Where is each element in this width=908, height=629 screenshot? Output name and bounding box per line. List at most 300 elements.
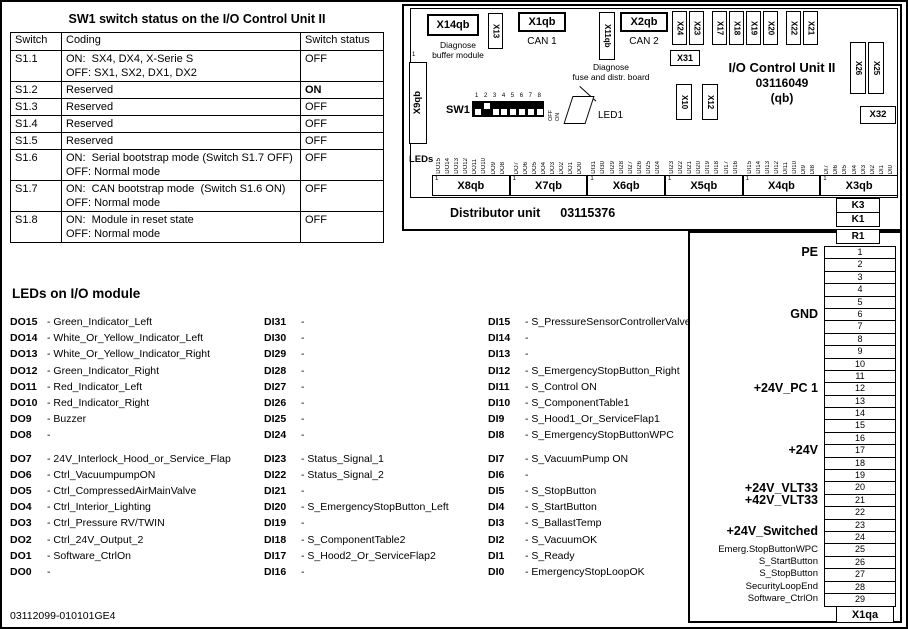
coding-line: OFF: Normal mode	[66, 228, 161, 240]
led-label-do12: DO12	[463, 158, 470, 174]
terminal-13: 13	[825, 396, 895, 408]
dip-switch-5	[510, 109, 516, 115]
x8qb-label: X8qb	[457, 179, 485, 192]
led-item-id: DI1	[488, 549, 505, 562]
terminal-15: 15	[825, 420, 895, 432]
led-item-label: -	[301, 517, 305, 530]
led-group	[488, 314, 902, 444]
diagnose-fuse-line1: Diagnose	[593, 62, 629, 72]
sw1-switch-id: S1.4	[11, 116, 62, 133]
terminal-17: 17	[825, 445, 895, 457]
led-item-id: DI11	[488, 380, 510, 393]
led-label-do1: DO1	[568, 161, 575, 174]
sw1-table-row	[11, 181, 384, 212]
terminal-label--24v-switched: +24V_Switched	[726, 524, 818, 538]
led-item-do11	[10, 379, 264, 395]
connector-x6qb	[587, 175, 665, 196]
connector-x32	[860, 106, 896, 124]
led-label-di19: DI19	[705, 161, 712, 174]
led-label-di4: DI4	[851, 164, 858, 174]
led-item-label: -	[301, 316, 305, 328]
terminal-28: 28	[825, 582, 895, 594]
dip-position-numbers	[472, 93, 544, 99]
sw1-table-row	[11, 133, 384, 150]
connector-x23	[689, 11, 704, 45]
terminal-23: 23	[825, 520, 895, 532]
led-item-label: - S_VacuumOK	[525, 533, 598, 546]
k1-label: K1	[851, 214, 865, 225]
sw1-label: SW1	[446, 104, 470, 116]
led-strip	[432, 130, 898, 196]
sw1-status: OFF	[301, 150, 384, 181]
led-item-id: DI25	[264, 413, 287, 426]
terminal-22: 22	[825, 507, 895, 519]
terminal-label--42v-vlt33: +42V_VLT33	[744, 493, 818, 507]
terminal-24: 24	[825, 532, 895, 544]
led-item-id: DI24	[264, 429, 287, 442]
sw1-switch-id: S1.6	[11, 150, 62, 181]
led-item-label: - Ctrl_VacuumpumpON	[47, 468, 156, 481]
diagnose-fuse-line2: fuse and distr. board	[572, 72, 650, 82]
led-item-id: DI4	[488, 501, 505, 514]
diagnose-fuse-note	[552, 62, 670, 82]
led-item-label: - 24V_Interlock_Hood_or_Service_Flap	[47, 452, 231, 465]
led-item-id: DI16	[264, 566, 287, 579]
led-label-do0: DO0	[577, 161, 584, 174]
led-item-id: DO6	[10, 468, 32, 481]
led-label-di8: DI8	[810, 164, 817, 174]
led-label-di6: DI6	[833, 164, 840, 174]
sw1-table-row	[11, 82, 384, 99]
led-item-do15	[10, 314, 264, 330]
led-label-do7: DO7	[513, 161, 520, 174]
led-item-label: -	[47, 429, 51, 442]
terminal-label-s-startbutton: S_StartButton	[758, 556, 818, 567]
terminal-label-s-stopbutton: S_StopButton	[759, 568, 818, 580]
terminal-6: 6	[825, 309, 895, 321]
led-item-id: DI29	[264, 348, 287, 361]
led-item-id: DI5	[488, 485, 505, 498]
coding-line: Reserved	[66, 101, 114, 113]
pin1-marker: 1	[435, 176, 439, 182]
led-item-id: DI15	[488, 316, 511, 328]
resistor-r1	[836, 229, 880, 244]
unit-title	[714, 60, 850, 106]
led-group	[264, 451, 488, 581]
led-item-id: DO7	[10, 452, 32, 465]
led-label-di30: DI30	[600, 161, 607, 174]
led-item-di1	[488, 548, 902, 564]
sw1-coding	[62, 150, 301, 181]
unit-title-suffix: (qb)	[770, 91, 794, 105]
led-item-id: DI0	[488, 566, 505, 579]
coding-line: Reserved	[66, 118, 114, 130]
led-label-di0: DI0	[887, 164, 894, 174]
led-item-do6	[10, 467, 264, 483]
led-label-di28: DI28	[618, 161, 625, 174]
sw1-coding	[62, 51, 301, 82]
connector-x7qb	[510, 175, 588, 196]
led-item-di26	[264, 395, 488, 411]
x32-label: X32	[869, 109, 887, 121]
connector-x14qb	[427, 14, 479, 36]
sw1-coding	[62, 212, 301, 243]
led-item-label: - Green_Indicator_Left	[47, 316, 153, 328]
led-item-id: DI6	[488, 468, 505, 481]
led-item-label: -	[301, 397, 305, 410]
x25-label: X25	[872, 60, 881, 76]
led-item-label: - Ctrl_24V_Output_2	[47, 533, 144, 546]
dip-off-label: OFF	[548, 110, 554, 121]
led-item-id: DI27	[264, 380, 287, 393]
led-item-id: DI22	[264, 468, 287, 481]
led-item-di31	[264, 314, 488, 330]
dip-onoff-labels	[548, 97, 561, 121]
led-label-do11: DO11	[472, 158, 479, 174]
led-item-di7	[488, 451, 902, 467]
led-item-do14	[10, 330, 264, 346]
connector-x24	[672, 11, 687, 45]
diagnose-buffer-note	[422, 40, 494, 60]
coding-line: Reserved	[66, 135, 114, 147]
led-item-label: - S_VacuumPump ON	[525, 452, 629, 465]
dip-switch-6	[519, 109, 525, 115]
led-label-di1: DI1	[878, 164, 885, 174]
connector-x8qb	[432, 175, 510, 196]
led-item-label: - Green_Indicator_Right	[47, 364, 160, 377]
x31-label: X31	[676, 52, 693, 63]
led-item-label: -	[525, 332, 529, 345]
dip-number: 1	[475, 93, 479, 99]
led-label-di7: DI7	[824, 164, 831, 174]
led-group	[10, 451, 264, 581]
sw1-status: OFF	[301, 116, 384, 133]
terminal-9: 9	[825, 346, 895, 358]
terminal-4: 4	[825, 284, 895, 296]
dip-number: 5	[510, 93, 515, 99]
unit-title-number: 03116049	[755, 76, 809, 90]
terminal-label-software-ctrlon: Software_CtrlOn	[747, 593, 818, 605]
led1-label: LED1	[598, 110, 624, 121]
led-item-do7	[10, 451, 264, 467]
led-item-id: DO9	[10, 413, 32, 426]
led-group	[488, 451, 902, 581]
led-label-do8: DO8	[499, 161, 506, 174]
terminal-label--24v-pc-1: +24V_PC 1	[753, 381, 818, 396]
pin1-marker: 1	[590, 176, 594, 182]
connector-x21	[803, 11, 818, 45]
led-item-do9	[10, 411, 264, 427]
leds-row-label: LEDs	[409, 154, 434, 165]
x26-label: X26	[854, 60, 863, 76]
connector-x12	[702, 84, 718, 120]
dip-switch-8	[537, 109, 543, 115]
terminal-label-gnd: GND	[790, 307, 818, 321]
led-item-id: DI28	[264, 364, 287, 377]
dip-switch-3	[493, 109, 499, 115]
terminal-5: 5	[825, 297, 895, 309]
led-label-di22: DI22	[678, 161, 685, 174]
led-item-id: DO10	[10, 397, 38, 410]
led-item-id: DI7	[488, 452, 505, 465]
sw1-table	[10, 32, 384, 243]
x19-label: X19	[749, 20, 759, 36]
led-item-id: DO14	[10, 332, 38, 345]
terminal-12: 12	[825, 383, 895, 395]
led-item-id: DO5	[10, 485, 32, 498]
led-item-label: - Software_CtrlOn	[47, 549, 132, 562]
led-item-label: - S_Ready	[525, 549, 575, 562]
sw1-table-row	[11, 212, 384, 243]
coding-line: OFF: Normal mode	[66, 197, 161, 209]
led-item-label: - Ctrl_Interior_Lighting	[47, 501, 151, 514]
connector-x17	[712, 11, 727, 45]
terminal-10: 10	[825, 359, 895, 371]
sw1-coding	[62, 99, 301, 116]
dip-number: 6	[519, 93, 524, 99]
led-item-id: DI2	[488, 533, 505, 546]
led-label-di23: DI23	[668, 161, 675, 174]
led-strip-group	[820, 130, 898, 196]
terminal-19: 19	[825, 470, 895, 482]
led-item-do1	[10, 548, 264, 564]
led-strip-labels	[587, 130, 665, 175]
led-column-2	[264, 314, 488, 580]
dip-number: 8	[537, 93, 541, 99]
dip-switch-block	[472, 101, 544, 117]
sw1-switch-id: S1.1	[11, 51, 62, 82]
led-label-di14: DI14	[755, 161, 762, 174]
led-item-id: DI17	[264, 549, 287, 562]
can2-note: CAN 2	[629, 36, 659, 47]
terminal-label-pe: PE	[801, 245, 818, 259]
sw1-status: ON	[301, 82, 384, 99]
x11qb-label: X11qb	[603, 24, 612, 48]
led-item-id: DI30	[264, 332, 287, 345]
led-item-label: - Status_Signal_2	[301, 468, 384, 481]
led-label-di16: DI16	[732, 161, 739, 174]
led-item-di25	[264, 411, 488, 427]
led-item-label: - White_Or_Yellow_Indicator_Right	[47, 348, 211, 361]
led-item-id: DO15	[10, 316, 38, 328]
led-item-id: DI21	[264, 485, 287, 498]
terminal-2: 2	[825, 259, 895, 271]
sw1-header-row	[11, 33, 384, 51]
x14qb-label: X14qb	[436, 19, 470, 31]
led-label-di21: DI21	[687, 161, 694, 174]
led-item-di17	[264, 548, 488, 564]
led-item-label: -	[301, 485, 305, 498]
led-item-label: -	[301, 429, 305, 442]
terminal-14: 14	[825, 408, 895, 420]
pin1-marker: 1	[667, 176, 672, 182]
led-item-id: DI26	[264, 397, 287, 410]
led-item-id: DO1	[10, 549, 32, 562]
led-strip-labels	[820, 130, 898, 175]
coding-line: ON: CAN bootstrap mode (Switch S1.6 ON)	[66, 183, 286, 195]
led-item-id: DI23	[264, 452, 287, 465]
led-label-do14: DO14	[445, 158, 452, 174]
terminal-20: 20	[825, 482, 895, 494]
led-label-do15: DO15	[436, 158, 442, 174]
distributor-label	[450, 206, 615, 220]
led-strip-group	[587, 130, 665, 196]
sw1-status: OFF	[301, 51, 384, 82]
led-strip-group	[743, 130, 821, 196]
led-item-di15	[488, 314, 902, 330]
terminal-29: 29	[825, 594, 895, 606]
terminal-label-securityloopend: SecurityLoopEnd	[745, 580, 818, 592]
sw1-status: OFF	[301, 212, 384, 243]
led-item-label: - S_EmergencyStopButtonWPC	[525, 429, 674, 442]
sw1-switch-id: S1.8	[11, 212, 62, 243]
led-item-label: - S_Hood2_Or_ServiceFlap2	[301, 549, 436, 562]
led-label-di17: DI17	[723, 161, 730, 174]
connector-x25	[868, 42, 884, 94]
diagnose-buffer-line2: buffer module	[432, 50, 484, 60]
terminal-label-emerg-stopbuttonwpc: Emerg.StopButtonWPC	[718, 543, 818, 555]
sw1-status: OFF	[301, 181, 384, 212]
led-item-di9	[488, 411, 902, 427]
led-strip-labels	[665, 130, 743, 175]
led-label-do6: DO6	[522, 161, 529, 174]
x20-label: X20	[766, 20, 776, 36]
x21-label: X21	[806, 20, 816, 36]
sw1-switch-id: S1.7	[11, 181, 62, 212]
led-label-do9: DO9	[490, 161, 497, 174]
led-label-di31: DI31	[591, 161, 598, 174]
led-item-do3	[10, 515, 264, 531]
led-item-id: DI12	[488, 364, 511, 377]
x5qb-label: X5qb	[690, 179, 718, 192]
led-label-di29: DI29	[609, 161, 616, 174]
led-item-di5	[488, 480, 902, 499]
dip-switch-1	[475, 109, 481, 115]
sw1-switch-id: S1.3	[11, 99, 62, 116]
r1-label: R1	[851, 231, 865, 242]
led-strip-group	[432, 130, 510, 196]
led-label-di13: DI13	[764, 161, 771, 174]
led-item-di22	[264, 467, 488, 483]
led-label-di12: DI12	[773, 161, 780, 174]
x4qb-label: X4qb	[768, 179, 795, 192]
x1qb-label: X1qb	[528, 16, 556, 28]
connector-x20	[763, 11, 778, 45]
led-strip-labels	[743, 130, 821, 175]
led-column-1	[10, 314, 264, 580]
led-item-label: - Status_Signal_1	[301, 452, 384, 465]
dip-switch-4	[501, 109, 507, 115]
led-item-id: DI8	[488, 429, 505, 442]
sw1-coding	[62, 116, 301, 133]
led-item-label: - Red_Indicator_Right	[47, 397, 150, 410]
led-item-do5	[10, 483, 264, 499]
led-item-do8	[10, 427, 264, 443]
relay-k3	[836, 198, 880, 213]
led-item-id: DO3	[10, 517, 32, 530]
led-item-label: -	[525, 348, 529, 361]
connector-x4qb	[743, 175, 821, 196]
dip-on-label: ON	[555, 112, 561, 121]
x13-label: X13	[491, 23, 501, 39]
led-item-label: - S_Control ON	[525, 380, 597, 393]
led-item-label: -	[47, 566, 51, 579]
led-label-do2: DO2	[559, 161, 566, 174]
led-label-di2: DI2	[869, 164, 876, 174]
dip-switch-2	[484, 103, 490, 109]
coding-line: Reserved	[66, 84, 114, 96]
led-item-label: - EmergencyStopLoopOK	[525, 566, 645, 579]
led-item-id: DO0	[10, 566, 32, 579]
led-label-di3: DI3	[860, 164, 867, 174]
led-item-id: DI9	[488, 413, 505, 426]
connector-x22	[786, 11, 801, 45]
led-group	[264, 314, 488, 444]
led-item-label: - S_StopButton	[525, 485, 597, 498]
dip-number: 7	[528, 93, 532, 99]
led-item-label: -	[301, 332, 305, 345]
diagnose-buffer-line1: Diagnose	[440, 40, 476, 50]
led-item-label: -	[525, 468, 529, 481]
led-item-di10	[488, 395, 902, 411]
led-label-do13: DO13	[454, 158, 461, 174]
can1-note: CAN 1	[527, 36, 557, 47]
connector-x1qa	[836, 606, 894, 623]
coding-line: OFF: Normal mode	[66, 166, 161, 178]
pin1-marker: 1	[823, 176, 827, 182]
dip-number: 4	[501, 93, 506, 99]
led-item-do12	[10, 363, 264, 379]
x7qb-label: X7qb	[535, 179, 562, 192]
led-item-di11	[488, 379, 902, 395]
led-item-di3	[488, 515, 902, 531]
coding-line: ON: Module in reset state	[66, 214, 194, 226]
top-small-connectors	[672, 11, 820, 45]
unit-title-line1: I/O Control Unit II	[728, 60, 836, 75]
led-item-label: -	[301, 413, 305, 426]
led-label-di25: DI25	[645, 161, 652, 174]
x6qb-label: X6qb	[612, 179, 640, 192]
led-item-label: - Buzzer	[47, 413, 87, 426]
led-item-id: DI3	[488, 517, 505, 530]
led-item-label: - S_Hood1_Or_ServiceFlap1	[525, 413, 660, 426]
terminal-label--24v-vlt33: +24V_VLT33	[744, 480, 818, 495]
led-item-di2	[488, 532, 902, 548]
terminal-27: 27	[825, 569, 895, 581]
led-item-label: - S_EmergencyStopButton_Left	[301, 501, 449, 514]
led-item-di14	[488, 330, 902, 346]
led-item-di23	[264, 451, 488, 467]
sw1-table-title: SW1 switch status on the I/O Control Unit II	[68, 12, 326, 26]
sw1-table-body	[11, 51, 384, 243]
terminal-label--24v: +24V	[788, 443, 818, 458]
led-item-di6	[488, 467, 902, 483]
led-item-label: - Red_Indicator_Left	[47, 380, 143, 393]
connector-x19	[746, 11, 761, 45]
led-item-label: - S_PressureSensorControllerValve	[525, 316, 691, 328]
led-strip-group	[665, 130, 743, 196]
led-item-di20	[264, 499, 488, 515]
led-item-label: - S_EmergencyStopButton_Right	[525, 364, 680, 377]
pin1-marker: 1	[512, 176, 516, 182]
dip-switch-7	[528, 109, 534, 115]
col-header-coding: Coding	[62, 33, 301, 51]
x9qb-pin1: 1	[412, 52, 416, 58]
led-item-di24	[264, 427, 488, 443]
terminal-21: 21	[825, 495, 895, 507]
k3-label: K3	[851, 200, 865, 211]
connector-x1qb	[518, 12, 566, 32]
